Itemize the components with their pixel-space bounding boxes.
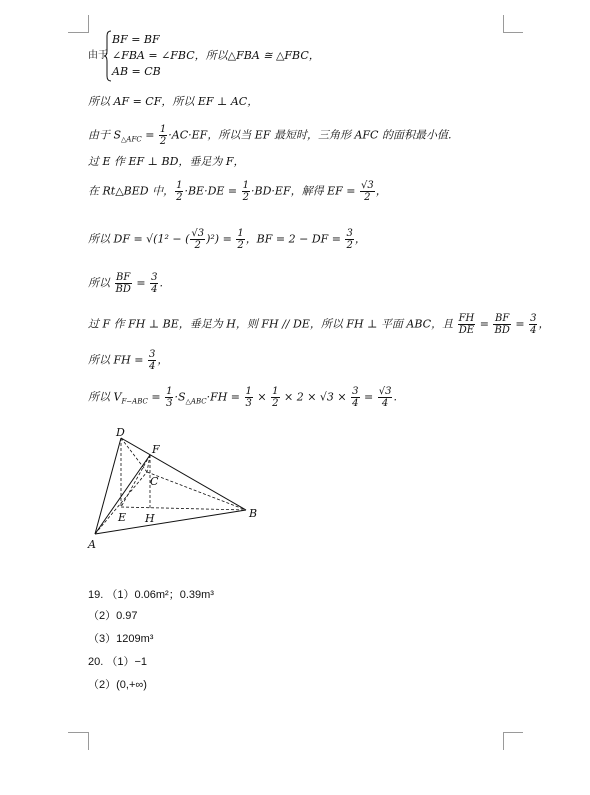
frac-den: 4	[151, 284, 158, 295]
frac-num: 1	[237, 228, 244, 239]
vol-sub: F−ABC	[121, 397, 148, 406]
frac-den: 2	[346, 240, 353, 251]
frac-den: BD	[494, 325, 510, 336]
corner-mark-bottom-right	[503, 732, 504, 750]
fh-frac-1	[458, 313, 476, 336]
line-af-cf: 所以 AF = CF，所以 EF ⊥ AC，	[88, 95, 259, 108]
frac-num: BF	[495, 313, 510, 324]
frac-num: 3	[530, 313, 537, 324]
line-ratio	[88, 272, 163, 295]
vol-sub2: △ABC	[185, 397, 207, 406]
line-volume	[88, 386, 397, 409]
congruence-row-2: ∠FBA = ∠FBC，所以△FBA ≅ △FBC，	[112, 49, 320, 62]
q19-line-1	[88, 586, 214, 602]
frac-num: 1	[159, 124, 167, 135]
q20-part-2: （2）(0,+∞)	[88, 679, 147, 691]
df-frac-2	[236, 228, 244, 251]
congruence-prefix: 由于	[88, 50, 108, 61]
frac-den: 4	[530, 325, 537, 336]
corner-mark-top-right	[503, 15, 504, 33]
df-frac-1	[190, 228, 205, 251]
frac-num: 1	[245, 386, 252, 397]
corner-mark-bottom-left	[88, 732, 89, 750]
fh-frac-2	[493, 313, 510, 336]
frac-den: BD	[115, 284, 131, 295]
vol-text-f: × 2 × √3 ×	[280, 390, 351, 404]
fh-text-b: =	[476, 317, 493, 331]
frac-num: 1	[242, 180, 250, 191]
vol-frac-5	[378, 386, 393, 409]
corner-mark-top-left-h	[68, 32, 88, 33]
df-frac-3	[345, 228, 353, 251]
frac-num: BF	[116, 272, 131, 283]
line-fh	[88, 313, 549, 336]
label-a: A	[88, 538, 96, 551]
frac-num: √3	[378, 386, 392, 397]
ratio-frac-1	[115, 272, 132, 295]
dashed-ac	[95, 472, 147, 534]
area-text-a: 由于 S	[88, 128, 122, 142]
df-text-b: )²) =	[206, 232, 236, 246]
label-h: H	[145, 512, 155, 525]
left-brace	[104, 30, 112, 82]
frac-num: 3	[148, 349, 156, 360]
vol-text-b: =	[147, 390, 165, 404]
dashed-dc	[121, 438, 147, 472]
rt-frac-3	[360, 180, 375, 203]
frac-den: 4	[148, 361, 156, 372]
line-rt-triangle	[88, 180, 387, 203]
congruence-row-3: AB = CB	[112, 65, 161, 78]
frac-num: 1	[166, 386, 173, 397]
fh-frac-3	[529, 313, 537, 336]
area-text-c: ·AC·EF，所以当 EF 最短时，三角形 AFC 的面积最小值.	[168, 128, 452, 142]
fhv-text-a: 所以 FH =	[88, 353, 147, 367]
congruence-rows	[112, 32, 320, 80]
rt-text-b: ·BE·DE =	[184, 184, 241, 198]
dashed-eb	[121, 507, 246, 510]
dashed-fe	[121, 455, 150, 507]
fh-text-c: =	[511, 317, 529, 331]
label-e: E	[118, 511, 127, 524]
frac-den: 4	[352, 398, 359, 409]
vol-text-g: =	[360, 390, 377, 404]
frac-den: 2	[364, 192, 371, 203]
area-sub: △AFC	[121, 135, 142, 144]
vol-frac-4	[351, 386, 359, 409]
dashed-cb	[147, 472, 246, 510]
q20-part-1: （1）−1	[106, 656, 148, 668]
area-text-b: =	[141, 128, 158, 142]
label-c: C	[150, 475, 159, 488]
frac-den: 2	[159, 136, 167, 147]
rt-text-d: ，	[375, 184, 387, 198]
vol-frac-3	[271, 386, 279, 409]
df-text-c: ，BF = 2 − DF =	[245, 232, 345, 246]
vol-text-e: ×	[253, 390, 271, 404]
frac-num: FH	[458, 313, 475, 324]
frac-num: 3	[151, 272, 158, 283]
rt-text-a: 在 Rt△BED 中，	[88, 184, 175, 198]
q20-line-1	[88, 653, 147, 669]
frac-den: 2	[242, 192, 250, 203]
frac-num: 3	[352, 386, 359, 397]
label-f: F	[152, 443, 160, 456]
corner-mark-top-left	[88, 15, 89, 33]
ratio-text-a: 所以	[88, 276, 114, 290]
q19-part-3: （3）1209m³	[88, 633, 154, 645]
line-perpendicular: 过 E 作 EF ⊥ BD，垂足为 F，	[88, 155, 245, 168]
df-text-d: ，	[354, 232, 366, 246]
df-text-a: 所以 DF = √(1² − (	[88, 232, 190, 246]
corner-mark-bottom-left-h	[68, 732, 88, 733]
fh-text-a: 过 F 作 FH ⊥ BE，垂足为 H，则 FH // DE，所以 FH ⊥ 平面 ABC，且	[88, 317, 457, 331]
frac-den: 2	[194, 240, 201, 251]
tetrahedron-figure	[80, 420, 280, 555]
frac-den: 3	[245, 398, 252, 409]
congruence-row-1: BF = BF	[112, 33, 160, 46]
rt-text-c: ·BD·EF，解得 EF =	[251, 184, 359, 198]
q19-number: 19.	[88, 589, 104, 601]
frac-den: DE	[458, 325, 475, 336]
line-df	[88, 228, 366, 251]
label-d: D	[116, 426, 125, 439]
rt-frac-1	[175, 180, 183, 203]
ratio-text-b: =	[132, 276, 150, 290]
frac-num: √3	[360, 180, 374, 191]
line-fh-value	[88, 349, 168, 372]
vol-text-c: ·S	[174, 390, 186, 404]
vol-frac-2	[245, 386, 253, 409]
corner-mark-top-right-h	[503, 32, 523, 33]
vol-text-a: 所以 V	[88, 390, 122, 404]
frac-num: 1	[272, 386, 279, 397]
fhv-frac	[148, 349, 156, 372]
q19-part-2: （2）0.97	[88, 610, 138, 622]
label-b: B	[249, 507, 258, 520]
frac-num: 1	[176, 180, 183, 191]
vol-text-h: .	[393, 390, 397, 404]
vol-frac-1	[165, 386, 173, 409]
vol-text-d: ·FH =	[206, 390, 244, 404]
q20-number: 20.	[88, 656, 104, 668]
rt-frac-2	[242, 180, 250, 203]
frac-num: 3	[346, 228, 353, 239]
corner-mark-bottom-right-h	[503, 732, 523, 733]
frac-den: 2	[237, 240, 244, 251]
frac-den: 4	[381, 398, 389, 409]
frac-den: 2	[176, 192, 183, 203]
ratio-frac-2	[150, 272, 158, 295]
q19-part-1: （1）0.06m²；0.39m³	[106, 589, 214, 601]
fhv-text-b: ，	[157, 353, 169, 367]
ratio-text-c: .	[159, 276, 163, 290]
line-area	[88, 124, 451, 147]
frac-den: 3	[166, 398, 173, 409]
frac-num: √3	[191, 228, 205, 239]
fh-text-d: ，	[538, 317, 550, 331]
area-fraction	[159, 124, 167, 147]
frac-den: 2	[272, 398, 279, 409]
